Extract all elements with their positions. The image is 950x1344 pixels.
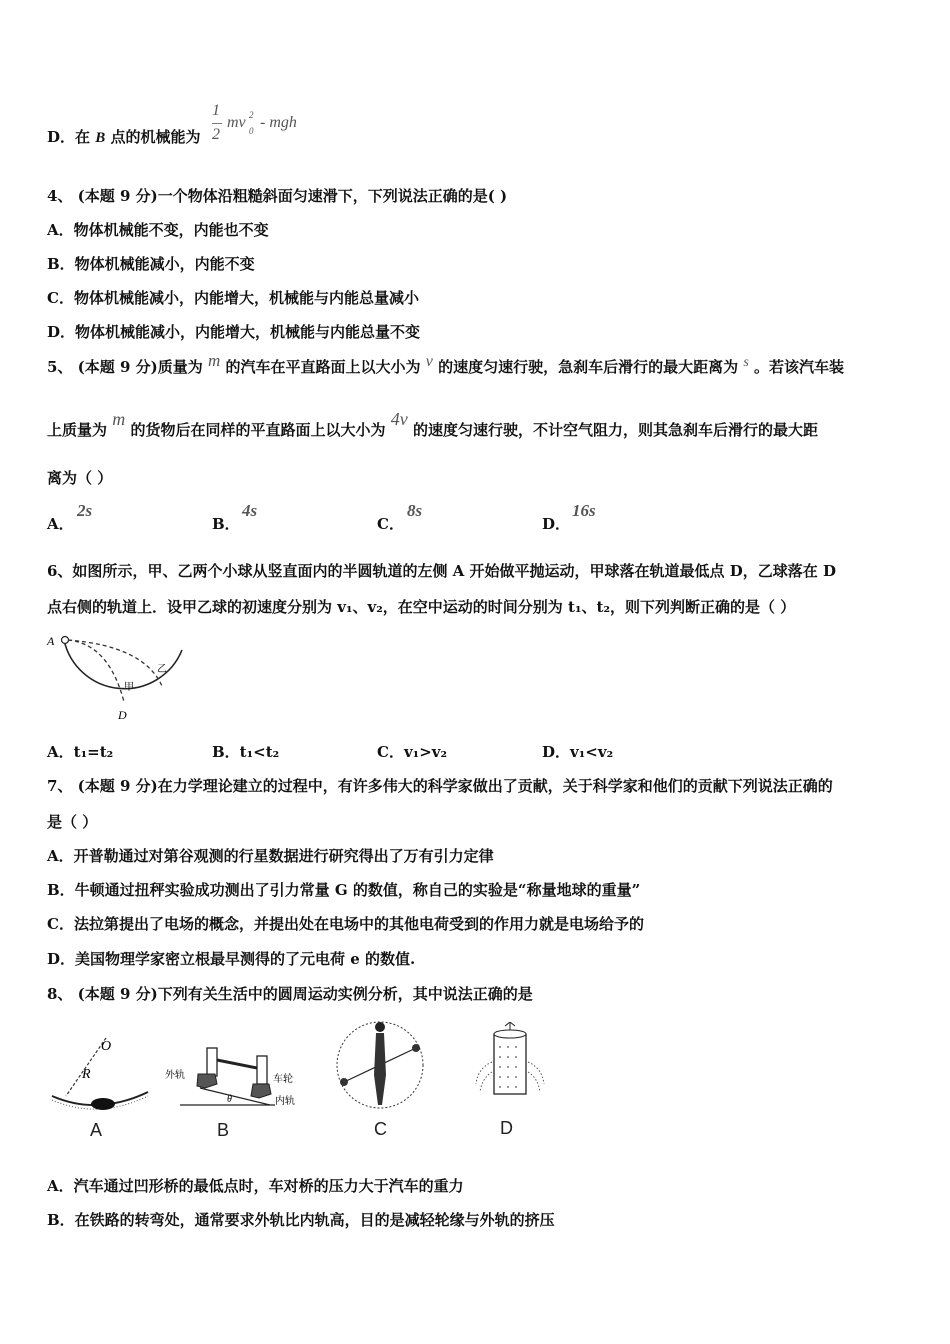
- caption-b: B: [217, 1120, 230, 1140]
- label-theta: θ: [227, 1094, 232, 1105]
- q6-option-d: D．v₁<v₂: [542, 743, 614, 761]
- q3-option-d-prefix: D．在: [47, 128, 91, 146]
- q6-line-2: 点右侧的轨道上．设甲乙球的初速度分别为 v₁、v₂，在空中运动的时间分别为 t₁、t₂，则下列判断正确的是（ ）: [47, 598, 796, 616]
- body: [374, 1033, 386, 1105]
- q5-option-a-value: 2s: [77, 501, 93, 520]
- formula-denominator: 2: [212, 126, 220, 143]
- q5-option-d-label: D．: [542, 515, 571, 533]
- q5-l1-text-d: 。若该汽车装: [754, 358, 845, 376]
- q7-option-d: D．美国物理学家密立根最早测得的了元电荷 e 的数值.: [47, 950, 416, 968]
- start-point-a: [62, 637, 69, 644]
- q5-option-c-value: 8s: [407, 501, 423, 520]
- q5-option-a-label: A．: [47, 515, 74, 533]
- formula-bar: [212, 123, 222, 124]
- caption-c: C: [374, 1119, 387, 1139]
- q8-figure-b: [165, 1038, 315, 1140]
- outer-rail-block: [197, 1074, 217, 1088]
- q3-option-d-point: B: [95, 130, 106, 146]
- q7-option-a: A．开普勒通过对第谷观测的行星数据进行研究得出了万有引力定律: [47, 847, 494, 865]
- label-wheel: 车轮: [273, 1074, 293, 1085]
- head: [375, 1022, 385, 1032]
- car: [91, 1098, 115, 1110]
- q7-line-1: 7、 (本题 9 分)在力学理论建立的过程中，有许多伟大的科学家做出了贡献，关于科学家和他们的贡献下列说法正确的: [47, 777, 833, 795]
- q4-option-b: B．物体机械能减小，内能不变: [47, 255, 255, 273]
- q6-option-a: A．t₁=t₂: [47, 743, 114, 761]
- drum: [494, 1034, 526, 1094]
- q8-figure-c: [330, 1015, 430, 1140]
- label-a: A: [47, 634, 55, 648]
- q4-option-c: C．物体机械能减小，内能增大，机械能与内能总量减小: [47, 289, 419, 307]
- q5-l2-text-c: 的速度匀速行驶，不计空气阻力，则其急刹车后滑行的最大距: [412, 421, 818, 439]
- q5-option-d-value: 16s: [572, 501, 596, 520]
- formula-sub: 0: [249, 126, 254, 136]
- jia-trajectory: [68, 640, 124, 702]
- drum-top: [494, 1030, 526, 1038]
- water-spray-right: [528, 1062, 544, 1092]
- formula-mv: mv: [227, 114, 246, 131]
- q4-option-d: D．物体机械能减小，内能增大，机械能与内能总量不变: [47, 323, 421, 341]
- q5-line-1: [47, 351, 845, 379]
- q5-option-b-label: B．: [212, 515, 240, 533]
- q8-option-b: B．在铁路的转弯处，通常要求外轨比内轨高，目的是减轻轮缘与外轨的挤压: [47, 1211, 555, 1229]
- q5-var-s: s: [743, 355, 749, 370]
- q8-option-a: A．汽车通过凹形桥的最低点时，车对桥的压力大于汽车的重力: [47, 1177, 464, 1195]
- q8-figure-d: [470, 1022, 550, 1140]
- q7-line-2: 是（ ）: [47, 813, 98, 831]
- q5-option-c-label: C．: [377, 515, 404, 533]
- right-wheel-frame: [257, 1056, 267, 1084]
- label-r: R: [82, 1067, 91, 1082]
- ball-right: [412, 1044, 420, 1052]
- water-spray-left: [476, 1062, 492, 1092]
- q5-l2-text-a: 上质量为: [47, 421, 108, 439]
- label-d: D: [118, 708, 127, 722]
- q5-var-m2: m: [112, 409, 126, 429]
- q5-line-2: [47, 409, 818, 440]
- left-wheel-frame: [207, 1048, 217, 1076]
- label-outer-rail: 外轨: [165, 1070, 185, 1081]
- label-jia: 甲: [124, 682, 134, 693]
- q5-var-4v: 4v: [390, 409, 408, 429]
- q8-figure-a: [48, 1030, 153, 1140]
- q7-option-b: B．牛顿通过扭秤实验成功测出了引力常量 G 的数值，称自己的实验是“称量地球的重量”: [47, 881, 641, 899]
- q6-line-1: 6、如图所示，甲、乙两个小球从竖直面内的半圆轨道的左侧 A 开始做平抛运动，甲球落在轨道最低点 D，乙球落在 D: [47, 562, 836, 580]
- q4-stem: 4、 (本题 9 分)一个物体沿粗糙斜面匀速滑下，下列说法正确的是( ): [47, 187, 508, 205]
- axle: [217, 1060, 257, 1068]
- q3-option-d-suffix: 点的机械能为: [110, 128, 201, 146]
- caption-a: A: [90, 1120, 103, 1140]
- q4-option-a: A．物体机械能不变，内能也不变: [47, 221, 269, 239]
- q5-l1-text-a: 5、 (本题 9 分)质量为: [47, 358, 203, 376]
- label-yi: 乙: [157, 664, 167, 675]
- q3-option-d: [47, 127, 201, 148]
- yi-trajectory: [68, 640, 162, 686]
- formula-sup: 2: [249, 110, 254, 120]
- ball-left: [340, 1078, 348, 1086]
- q5-l2-text-b: 的货物后在同样的平直路面上以大小为: [130, 421, 386, 439]
- q5-l1-text-c: 的速度匀速行驶，急刹车后滑行的最大距离为: [438, 358, 739, 376]
- q6-option-c: C．v₁>v₂: [377, 743, 448, 761]
- q7-option-c: C．法拉第提出了电场的概念，并提出处在电场中的其他电荷受到的作用力就是电场给予的: [47, 915, 644, 933]
- q6-option-b: B．t₁<t₂: [212, 743, 280, 761]
- q5-line-3: 离为（ ）: [47, 469, 113, 487]
- formula-numerator: 1: [212, 102, 220, 119]
- inner-rail-block: [251, 1084, 271, 1098]
- q5-option-b-value: 4s: [242, 501, 258, 520]
- q5-var-v: v: [425, 353, 433, 370]
- caption-d: D: [500, 1118, 513, 1138]
- q5-l1-text-b: 的汽车在平直路面上以大小为: [225, 358, 421, 376]
- q6-semicircle-figure: [44, 630, 189, 722]
- formula-mgh: - mgh: [256, 114, 297, 131]
- label-o: O: [101, 1039, 112, 1054]
- label-inner-rail: 内轨: [275, 1096, 295, 1107]
- q8-stem: 8、 (本题 9 分)下列有关生活中的圆周运动实例分析，其中说法正确的是: [47, 985, 533, 1003]
- q5-var-m: m: [207, 351, 221, 370]
